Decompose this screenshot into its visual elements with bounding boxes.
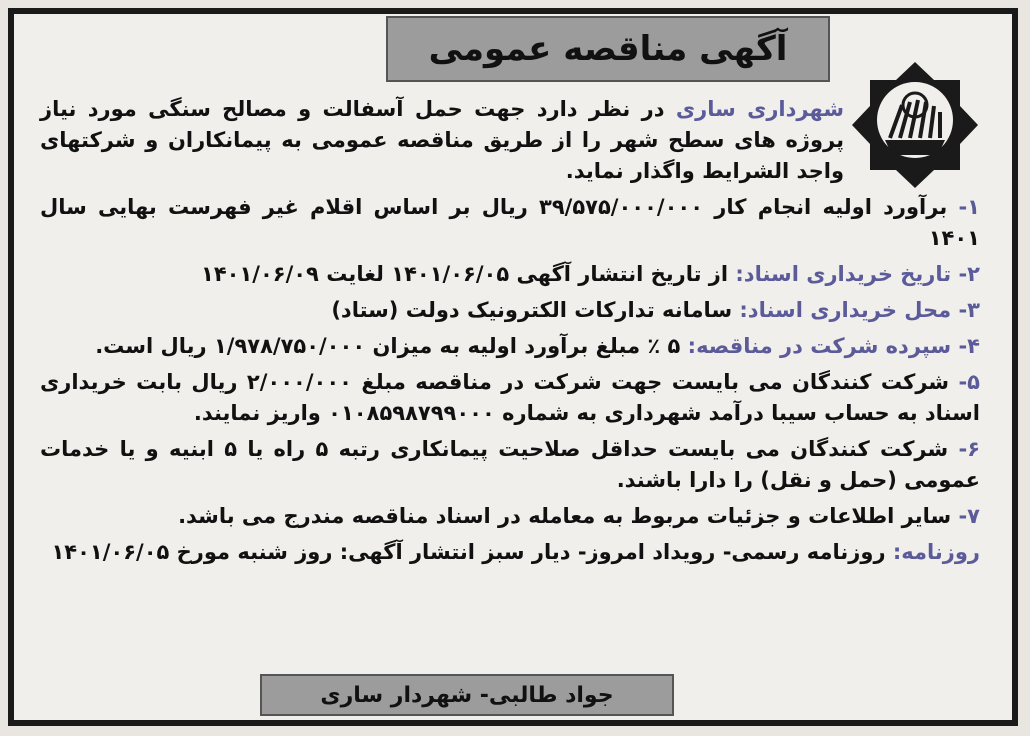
newspaper-line: روزنامه: روزنامه رسمی- رویداد امروز- دیار سبز انتشار آگهی: روز شنبه مورخ ۱۴۰۱/۰۶/۰۵ (51, 540, 980, 564)
org-name: شهرداری ساری (675, 97, 844, 121)
list-item: ۶- شرکت کنندگان می بایست حداقل صلاحیت پیمانکاری رتبه ۵ راه یا ۵ ابنیه و یا خدمات عمومی (حمل و نقل) را دارا باشند. (40, 437, 981, 492)
list-item: ۲- تاریخ خریداری اسناد: از تاریخ انتشار آگهی ۱۴۰۱/۰۶/۰۵ لغایت ۱۴۰۱/۰۶/۰۹ (201, 262, 980, 286)
intro-paragraph (40, 94, 980, 187)
list-item: ۵- شرکت کنندگان می بایست جهت شرکت در مناقصه مبلغ ۲/۰۰۰/۰۰۰ ریال بابت خریداری اسناد به حساب سیبا درآمد شهرداری به شماره ۰۱۰۸۵۹۸۷۹۹۰۰۰ واریز نمایند. (40, 370, 980, 425)
signature-banner (260, 674, 674, 716)
signature-text: جواد طالبی- شهردار ساری (320, 682, 614, 708)
list-item: ۱- برآورد اولیه انجام کار ۳۹/۵۷۵/۰۰۰/۰۰۰ ریال بر اساس اقلام غیر فهرست بهایی سال ۱۴۰۱ (40, 195, 980, 250)
notice-body (40, 94, 980, 568)
title-banner (386, 16, 830, 82)
intro-text: در نظر دارد جهت حمل آسفالت و مصالح سنگی مورد نیاز پروژه های سطح شهر را از طریق مناقصه عمومی به پیمانکاران و شرکتهای واجد الشرایط واگذار نماید. (40, 97, 844, 183)
list-item: ۳- محل خریداری اسناد: سامانه تدارکات الکترونیک دولت (ستاد) (331, 298, 980, 322)
list-item: ۷- سایر اطلاعات و جزئیات مربوط به معامله در اسناد مناقصه مندرج می باشد. (178, 504, 980, 528)
list-item: ۴- سپرده شرکت در مناقصه: ۵ ٪ مبلغ برآورد اولیه به میزان ۱/۹۷۸/۷۵۰/۰۰۰ ریال است. (95, 334, 980, 358)
notice-title: آگهی مناقصه عمومی (428, 29, 788, 69)
